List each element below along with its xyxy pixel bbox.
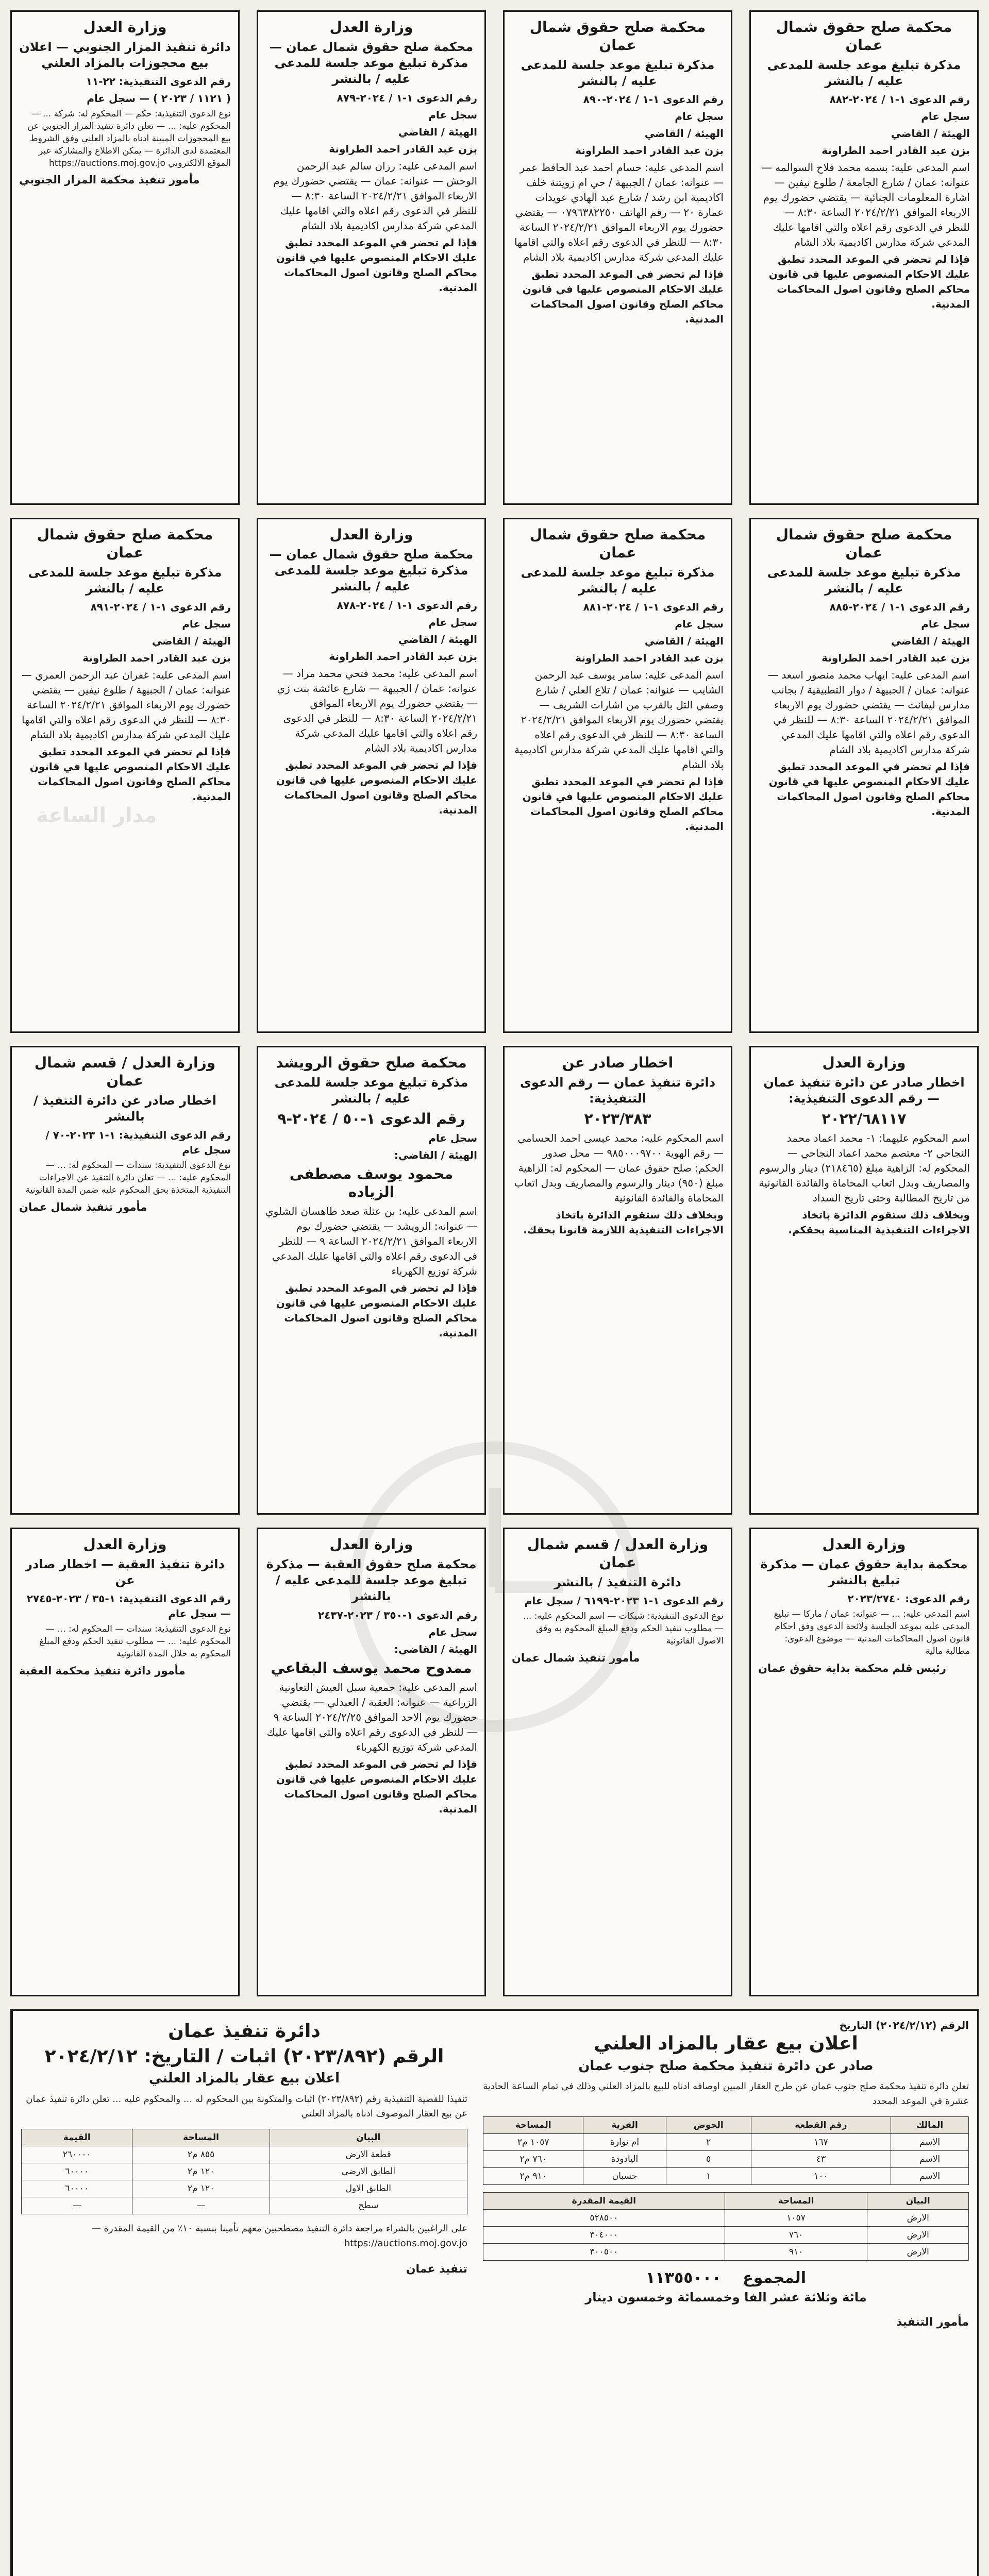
notice-header: وزارة العدل	[329, 526, 413, 543]
notice-footer: فإذا لم تحضر في الموعد المحدد تطبق عليك الاحكام المنصوص عليها في قانون محاكم الصلح وقانون اصول المحاكمات المدنية.	[276, 1282, 477, 1340]
notice-subheader: اخطار صادر عن دائرة التنفيذ / بالنشر	[33, 1093, 217, 1124]
table-cell: قطعة الارض	[270, 2146, 467, 2163]
notice-signature: مأمور تنفيذ شمال عمان	[19, 1200, 147, 1213]
case-number: رقم الدعوى ١-٥٠ / ٢٠٢٤-٩	[277, 1110, 465, 1128]
notice-card	[749, 1528, 979, 1996]
notice-footer: فإذا لم تحضر في الموعد المحدد تطبق عليك الاحكام المنصوص عليها في قانون محاكم الصلح وقانون اصول المحاكمات المدنية.	[276, 236, 477, 294]
table-row	[483, 2167, 969, 2184]
notice-card	[10, 1528, 240, 1996]
case-number: رقم الدعوى ١-١ / ٢٠٢٤-٨٧٨	[337, 599, 477, 612]
notice-subheader: مذكرة تبليغ موعد جلسة للمدعى عليه / بالنشر	[767, 565, 961, 596]
property-table	[21, 2129, 467, 2214]
table-cell: الاسم	[891, 2150, 969, 2167]
column-header: القيمة	[22, 2129, 132, 2146]
notice-body: نوع الدعوى التنفيذية: حكم — المحكوم له: شركة ... — المحكوم عليه: ... — تعلن دائرة تنفيذ المزار الجنوبي عن بيع المحجوزات المبينة ادناه بالمزاد العلني وفق الشروط المعتمدة لدى الدائرة — يمكن الاطلاع والمشاركة عبر الموقع الالكتروني https://auctions.moj.gov.jo	[27, 109, 231, 168]
case-number: ٢٠٢٢/٦٨١١٧	[822, 1110, 907, 1128]
table-cell: ٦٠٠٠٠	[22, 2163, 132, 2180]
notice-body: اسم المدعى عليه: ايهاب محمد منصور اسعد — عنوانه: عمان / الجبيهة / دوار التطبيقية / بجانب مدارس ليفانت — يقتضي حضورك يوم الاربعاء الموافق ٢٠٢٤/٢/٢١ الساعة ٨:٣٠ — للنظر في الدعوى رقم اعلاه والتي اقامها عليك المدعي شركة مدارس اكاديمية بلاد الشام	[768, 669, 970, 756]
case-number: رقم الدعوى التنفيذية: ٢٢-١١	[86, 75, 231, 88]
table-cell: اليادودة	[583, 2150, 666, 2167]
notice-signature: مأمور دائرة تنفيذ محكمة العقبة	[19, 1664, 186, 1677]
case-number: رقم الدعوى ١-١ / ٢٠٢٤-٨٧٩	[337, 91, 477, 104]
notice-card	[503, 518, 732, 1033]
notice-footer: فإذا لم تحضر في الموعد المحدد تطبق عليك الاحكام المنصوص عليها في قانون محاكم الصلح وقانون اصول المحاكمات المدنية.	[276, 1757, 477, 1815]
notice-signature: مأمور تنفيذ محكمة المزار الجنوبي	[19, 174, 200, 187]
table-cell: ٤٣	[751, 2150, 891, 2167]
total-value: ١١٣٥٥٠٠٠	[646, 2268, 722, 2287]
notice-subheader: محكمة صلح حقوق العقبة — مذكرة تبليغ موعد جلسة للمدعى عليه / بالنشر	[266, 1557, 477, 1604]
case-number: رقم الدعوى: ٢٠٢٣/٢٧٤٠	[847, 1592, 970, 1605]
notice-card	[10, 10, 240, 505]
table-cell: ٢	[666, 2133, 751, 2150]
property-table	[483, 2116, 969, 2185]
notice-card	[749, 1046, 979, 1515]
notice-body: اسم المدعى عليه: بسمه محمد فلاح السوالمه — عنوانه: عمان / شارع الجامعة / طلوع نيفين — اشارة المعلومات الجنائية — يقتضي حضورك يوم الاربعاء الموافق ٢٠٢٤/٢/٢١ الساعة ٨:٣٠ — للنظر في الدعوى رقم اعلاه والتي اقامها عليك المدعي شركة مدارس اكاديمية بلاد الشام	[761, 161, 970, 249]
notice-footer: فإذا لم تحضر في الموعد المحدد تطبق عليك الاحكام المنصوص عليها في قانون محاكم الصلح وقانون اصول المحاكمات المدنية.	[768, 760, 970, 818]
notice-footer: فإذا لم تحضر في الموعد المحدد تطبق عليك الاحكام المنصوص عليها في قانون محاكم الصلح وقانون اصول المحاكمات المدنية.	[522, 268, 724, 326]
watermark-text: مدار الساعة	[36, 804, 157, 827]
table-cell: ام نوارة	[583, 2133, 666, 2150]
notice-signature: رئيس قلم محكمة بداية حقوق عمان	[758, 1662, 946, 1674]
column-header: رقم القطعة	[751, 2116, 891, 2133]
table-row	[22, 2197, 467, 2214]
table-cell: ١٠٥٧	[725, 2209, 867, 2226]
table-cell: حسبان	[583, 2167, 666, 2184]
table-cell: ١	[666, 2167, 751, 2184]
notice-body: نوع الدعوى التنفيذية: سندات — المحكوم له: ... — المحكوم عليه: ... — مطلوب تنفيذ الحكم ودفع المبلغ المحكوم به خلال المدة القانونية	[39, 1624, 231, 1659]
notice-subheader: محكمة بداية حقوق عمان — مذكرة تبليغ بالنشر	[760, 1557, 968, 1588]
notice-header: وزارة العدل	[83, 1536, 167, 1553]
notice-signature: مأمور تنفيذ شمال عمان	[512, 1651, 640, 1664]
case-number: رقم الدعوى ١-١ / ٢٠٢٤-٨٨١	[583, 601, 724, 614]
notice-paragraph: على الراغبين بالشراء مراجعة دائرة التنفيذ مصطحبين معهم تأمينا بنسبة ١٠٪ من القيمة المقدرة — https://auctions.moj.gov.jo	[91, 2223, 467, 2249]
auction-notice-right	[475, 2011, 977, 2576]
table-cell: —	[22, 2197, 132, 2214]
notice-body: اسم المدعى عليه: رزان سالم عبد الرحمن الوحش — عنوانه: عمان — يقتضي حضورك يوم الاربعاء الموافق ٢٠٢٤/٢/٢١ الساعة ٨:٣٠ — للنظر في الدعوى رقم اعلاه والتي اقامها عليك المدعي شركة مدارس اكاديمية بلاد الشام	[273, 159, 477, 232]
notice-body: اسم المدعى عليه: سامر يوسف عبد الرحمن الشايب — عنوانه: عمان / تلاع العلي / شارع وصفي التل بالقرب من اشارات الشريف — يقتضي حضورك يوم الاربعاء الموافق ٢٠٢٤/٢/٢١ الساعة ٨:٣٠ — للنظر في الدعوى رقم اعلاه والتي اقامها عليك المدعي شركة مدارس اكاديمية بلاد الشام	[514, 669, 724, 771]
notice-card	[749, 518, 979, 1033]
judge-name: بزن عبد القادر احمد الطراونة	[822, 144, 970, 157]
table-cell: الاسم	[891, 2133, 969, 2150]
column-header: الحوض	[666, 2116, 751, 2133]
notice-signature: مأمور التنفيذ	[896, 2315, 969, 2329]
notice-subheader: مذكرة تبليغ موعد جلسة للمدعى عليه / بالنشر	[28, 565, 222, 596]
table-cell: ١٢٠ م٢	[132, 2163, 270, 2180]
table-cell: الارض	[867, 2226, 969, 2243]
case-number: رقم الدعوى ١-١ / ٢٠٢٤-٨٨٥	[829, 601, 970, 614]
notice-header: اخطار صادر عن	[562, 1054, 674, 1071]
notice-number: الرقم (٢٠٢٤/٢/١٢) التاريخ	[839, 2019, 969, 2031]
table-cell: سطح	[270, 2197, 467, 2214]
notice-title: الرقم (٢٠٢٣/٨٩٢) اثبات / التاريخ: ٢٠٢٤/٢/١٢	[44, 2045, 444, 2067]
notice-body: نوع الدعوى التنفيذية: شيكات — اسم المحكوم عليه: ... — مطلوب تنفيذ الحكم ودفع المبلغ المحكوم به وفق الاصول القانونية	[523, 1611, 724, 1646]
notice-subheader: مذكرة تبليغ موعد جلسة للمدعى عليه / بالنشر	[767, 58, 961, 89]
notice-footer: فإذا لم تحضر في الموعد المحدد تطبق عليك الاحكام المنصوص عليها في قانون محاكم الصلح وقانون اصول المحاكمات المدنية.	[768, 253, 970, 311]
notice-subheader: دائرة تنفيذ العقبة — اخطار صادر عن	[25, 1557, 225, 1588]
judge-label: الهيئة / القاضي	[644, 127, 724, 140]
table-cell: ٥	[666, 2150, 751, 2167]
table-row	[483, 2150, 969, 2167]
notice-header: وزارة العدل / قسم شمال عمان	[34, 1054, 216, 1089]
notice-body: اسم المدعى عليه: ... — عنوانه: عمان / ماركا — تبليغ المدعى عليه بموعد الجلسة ولائحة الدعوى وفق احكام قانون اصول المحاكمات المدنية — موضوع الدعوى: مطالبة مالية	[774, 1609, 970, 1656]
notice-card	[749, 10, 979, 505]
column-header: القيمة المقدرة	[483, 2192, 725, 2209]
notice-header: محكمة صلح حقوق شمال عمان	[37, 526, 213, 561]
column-header: القرية	[583, 2116, 666, 2133]
table-cell: ٩١٠	[725, 2243, 867, 2260]
table-row	[22, 2146, 467, 2163]
notice-card	[503, 1528, 732, 1996]
notice-paragraph: تنفيذا للقضية التنفيذية رقم (٢٠٢٣/٨٩٢) اثبات والمتكونة بين المحكوم له ... والمحكوم عليه ... تعلن دائرة تنفيذ عمان عن بيع العقار الموصوف ادناه بالمزاد العلني	[26, 2093, 467, 2120]
case-number: رقم الدعوى التنفيذية: ١-١ ٢٠٢٣-٧٠ / سجل عام	[45, 1129, 231, 1157]
judge-name: ممدوح محمد يوسف البقاعي	[271, 1659, 472, 1676]
judge-label: الهيئة / القاضي	[644, 635, 724, 648]
judge-name: بزن عبد القادر احمد الطراونة	[575, 144, 724, 157]
judge-label: الهيئة / القاضي:	[394, 1149, 477, 1162]
case-number: رقم الدعوى ١-١ ٢٠٢٣-٦١٩٩ / سجل عام	[524, 1595, 724, 1607]
column-header: المساحة	[132, 2129, 270, 2146]
auction-notice	[10, 2009, 979, 2576]
table-row	[22, 2180, 467, 2197]
notice-body: اسم المحكوم عليهما: ١- محمد اعماد محمد النجاحي ٢- معتصم محمد اعماد النجاحي — المحكوم له: الزاهية مبلغ (٢١٨٤٦٥) دينار والرسوم والمصاريف وبدل اتعاب المحاماة والفائدة القانونية من تاريخ المطالبة وحتى تاريخ السداد	[759, 1132, 970, 1205]
notices-row-2	[10, 518, 979, 1033]
notice-header: محكمة صلح حقوق الرويشد	[276, 1054, 467, 1071]
notices-row-1	[10, 10, 979, 505]
notice-card	[503, 1046, 732, 1515]
table-cell: ٣٠٠٥٠٠	[483, 2243, 725, 2260]
total	[483, 2269, 969, 2287]
total-in-words: مائة وثلاثة عشر الفا وخمسمائة وخمسون دينار	[585, 2290, 867, 2304]
table-cell: ٦٠٠٠٠	[22, 2180, 132, 2197]
judge-name: بزن عبد القادر احمد الطراونة	[575, 652, 724, 665]
case-number: ٢٠٢٣/٣٨٣	[584, 1110, 651, 1128]
table-cell: ٨٥٥ م٢	[132, 2146, 270, 2163]
notice-subheader: محكمة صلح حقوق شمال عمان — مذكرة تبليغ موعد جلسة للمدعى عليه / بالنشر	[269, 40, 474, 87]
notice-subheader: مذكرة تبليغ موعد جلسة للمدعى عليه / بالنشر	[521, 565, 715, 596]
judge-name: بزن عبد القادر احمد الطراونة	[82, 652, 231, 665]
notice-card	[257, 1046, 486, 1515]
judge-label: الهيئة / القاضي	[152, 635, 231, 648]
table-cell: —	[132, 2197, 270, 2214]
registry: سجل عام	[428, 1625, 477, 1638]
valuation-table	[483, 2192, 969, 2261]
table-row	[483, 2209, 969, 2226]
notice-card	[257, 518, 486, 1033]
notice-body: اسم المدعى عليه: حسام احمد عبد الحافظ عمر — عنوانه: عمان / الجبيهة / حي ام زويتنة خلف اكاديمية ابن رشد / شارع عبد الهادي عويدات عمارة ٢٠ — رقم الهاتف ٠٧٩٦٣٨٢٢٥٠ — يقتضي حضورك يوم الاربعاء الموافق ٢٠٢٤/٢/٢١ الساعة ٨:٣٠ — للنظر في الدعوى رقم اعلاه والتي اقامها عليك المدعي شركة مدارس اكاديمية بلاد الشام	[514, 161, 724, 264]
table-cell: الطابق الارضي	[270, 2163, 467, 2180]
registry: سجل عام	[675, 618, 724, 631]
notice-body: اسم المحكوم عليه: محمد عيسى احمد الحسامي — رقم الهوية ٩٨٥٠٠٠٩٧٠٠ — محل صدور الحكم: صلح حقوق عمان — المحكوم له: الزاهية مبلغ (٩٥٠) دينار والرسوم والمصاريف وبدل اتعاب المحاماة والفائدة القانونية	[514, 1132, 724, 1205]
judge-label: الهيئة / القاضي	[891, 127, 970, 140]
case-number: رقم الدعوى التنفيذية: ١-٣٥ / ٢٠٢٣-٢٧٤٥ — سجل عام	[26, 1592, 231, 1620]
table-cell: الارض	[867, 2243, 969, 2260]
table-cell: ١٠٠	[751, 2167, 891, 2184]
registry: سجل عام	[921, 618, 970, 631]
notice-body: اسم المدعى عليه: جمعية سبل العيش التعاونية الزراعية — عنوانه: العقبة / العبدلي — يقتضي حضورك يوم الاحد الموافق ٢٠٢٤/٢/٢٥ الساعة ٩ — للنظر في الدعوى رقم اعلاه والتي اقامها عليك المدعي شركة توزيع الكهرباء	[266, 1681, 477, 1753]
table-cell: ٥٢٨٥٠٠	[483, 2209, 725, 2226]
judge-name: بزن عبد القادر احمد الطراونة	[329, 142, 477, 155]
notice-subheader: مذكرة تبليغ موعد جلسة للمدعى عليه / بالنشر	[521, 58, 715, 89]
judge-name: بزن عبد القادر احمد الطراونة	[822, 652, 970, 665]
case-number: رقم الدعوى ١-١ / ٢٠٢٤-٨٨٢	[829, 93, 970, 106]
judge-name: محمود يوسف مصطفى الزياده	[289, 1165, 454, 1201]
registry: سجل عام	[182, 618, 231, 631]
notice-footer: فإذا لم تحضر في الموعد المحدد تطبق عليك الاحكام المنصوص عليها في قانون محاكم الصلح وقانون اصول المحاكمات المدنية.	[522, 775, 724, 833]
column-header: المساحة	[725, 2192, 867, 2209]
table-cell: ١٦٧	[751, 2133, 891, 2150]
notice-body: اسم المدعى عليه: غفران عبد الرحمن العمري — عنوانه: عمان / الجبيهة / طلوع نيفين — يقتضي حضورك يوم الاربعاء الموافق ٢٠٢٤/٢/٢١ الساعة ٨:٣٠ — للنظر في الدعوى رقم اعلاه والتي اقامها عليك المدعي شركة مدارس اكاديمية بلاد الشام	[21, 669, 231, 741]
notice-subtitle: اعلان بيع عقار بالمزاد العلني	[148, 2071, 340, 2087]
notice-title: اعلان بيع عقار بالمزاد العلني	[594, 2033, 858, 2054]
notice-card	[10, 518, 240, 1033]
notice-body: اسم المدعى عليه: محمد فتحي محمد مراد — عنوانه: عمان / الجبيهة — شارع عائشة بنت زي — يقتضي حضورك يوم الاربعاء الموافق ٢٠٢٤/٢/٢١ الساعة ٨:٣٠ — للنظر في الدعوى رقم اعلاه والتي اقامها عليك المدعي شركة مدارس اكاديمية بلاد الشام	[277, 667, 477, 754]
notices-row-3	[10, 1046, 979, 1515]
judge-label: الهيئة / القاضي	[398, 125, 477, 138]
notice-footer: وبخلاف ذلك ستقوم الدائرة باتخاذ الاجراءات التنفيذية المناسبة بحقكم.	[788, 1209, 970, 1236]
registry: سجل عام	[428, 1132, 477, 1145]
notice-subheader: اخطار صادر عن دائرة تنفيذ عمان — رقم الدعوى التنفيذية:	[763, 1075, 965, 1106]
table-cell: ٢٦٠٠٠٠	[22, 2146, 132, 2163]
column-header: البيان	[270, 2129, 467, 2146]
notice-subheader: مذكرة تبليغ موعد جلسة للمدعى عليه / بالنشر	[274, 1075, 468, 1106]
notice-footer: فإذا لم تحضر في الموعد المحدد تطبق عليك الاحكام المنصوص عليها في قانون محاكم الصلح وقانون اصول المحاكمات المدنية.	[276, 758, 477, 816]
notice-footer: فإذا لم تحضر في الموعد المحدد تطبق عليك الاحكام المنصوص عليها في قانون محاكم الصلح وقانون اصول المحاكمات المدنية.	[29, 745, 231, 803]
registry: سجل عام	[428, 616, 477, 629]
case-number: رقم الدعوى ١-١ / ٢٠٢٤-٨٩١	[90, 601, 231, 614]
total-label: المجموع	[743, 2268, 806, 2287]
table-cell: ٩١٠ م٢	[483, 2167, 583, 2184]
table-row	[483, 2133, 969, 2150]
notice-subheader: محكمة صلح حقوق شمال عمان — مذكرة تبليغ موعد جلسة للمدعى عليه / بالنشر	[269, 547, 474, 594]
notice-footer: وبخلاف ذلك ستقوم الدائرة باتخاذ الاجراءات التنفيذية اللازمة قانونا بحقك.	[523, 1209, 724, 1236]
column-header: البيان	[867, 2192, 969, 2209]
notice-subheader: دائرة التنفيذ / بالنشر	[554, 1575, 681, 1589]
notice-header: محكمة صلح حقوق شمال عمان	[529, 19, 706, 54]
notice-header: محكمة صلح حقوق شمال عمان	[776, 526, 952, 561]
column-header: المساحة	[483, 2116, 583, 2133]
notice-header: محكمة صلح حقوق شمال عمان	[529, 526, 706, 561]
table-row	[22, 2163, 467, 2180]
judge-name: بزن عبد القادر احمد الطراونة	[329, 650, 477, 663]
table-cell: ٧٦٠	[725, 2226, 867, 2243]
notice-header: وزارة العدل	[329, 1536, 413, 1553]
notice-card	[257, 10, 486, 505]
notice-header: محكمة صلح حقوق شمال عمان	[776, 19, 952, 54]
table-cell: الاسم	[891, 2167, 969, 2184]
notice-subheader: دائرة تنفيذ عمان — رقم الدعوى التنفيذية:	[519, 1075, 716, 1106]
table-row	[483, 2226, 969, 2243]
judge-label: الهيئة / القاضي	[891, 635, 970, 648]
notice-body: نوع الدعوى التنفيذية: سندات — المحكوم له: ... — المحكوم عليه: ... — تعلن دائرة التنفيذ عن الاجراءات التنفيذية المتخذة بحق المحكوم عليه ضمن المدة القانونية	[25, 1160, 231, 1195]
notice-signature: تنفيذ عمان	[406, 2262, 467, 2276]
case-number: رقم الدعوى ١-٣٥٠ / ٢٠٢٣-٢٤٣٧	[317, 1608, 477, 1621]
table-cell: ١٢٠ م٢	[132, 2180, 270, 2197]
notice-subtitle: صادر عن دائرة تنفيذ محكمة صلح جنوب عمان	[578, 2058, 874, 2074]
judge-label: الهيئة / القاضي:	[394, 1642, 477, 1655]
table-cell: الطابق الاول	[270, 2180, 467, 2197]
notice-header: وزارة العدل	[822, 1054, 906, 1071]
table-cell: ٧٦٠ م٢	[483, 2150, 583, 2167]
notice-card	[257, 1528, 486, 1996]
notice-body: اسم المدعى عليه: بن عثلة صعد طاهسان الشلوي — عنوانه: الرويشد — يقتضي حضورك يوم الاربعاء الموافق ٢٠٢٤/٢/٢١ الساعة ٩ — للنظر في الدعوى رقم اعلاه والتي اقامها عليك المدعي شركة توزيع الكهرباء	[265, 1205, 477, 1278]
notice-header: وزارة العدل	[329, 19, 413, 36]
column-header: المالك	[891, 2116, 969, 2133]
notices-row-4	[10, 1528, 979, 1996]
table-cell: الارض	[867, 2209, 969, 2226]
notice-subheader: دائرة تنفيذ المزار الجنوبي — اعلان بيع محجوزات بالمزاد العلني	[19, 40, 231, 71]
notice-card	[10, 1046, 240, 1515]
auction-notice-left	[12, 2011, 476, 2576]
table-cell: ١٠٥٧ م٢	[483, 2133, 583, 2150]
notice-header: وزارة العدل	[822, 1536, 906, 1553]
notice-paragraph: تعلن دائرة تنفيذ محكمة صلح جنوب عمان عن طرح العقار المبين اوصافه ادناه للبيع بالمزاد العلني وذلك في تمام الساعة الحادية عشرة في الموعد المحدد	[483, 2080, 969, 2107]
notice-header: وزارة العدل / قسم شمال عمان	[527, 1536, 709, 1571]
registry: ( ١١٢١ / ٢٠٢٣ ) — سجل عام	[87, 92, 231, 105]
registry: سجل عام	[428, 108, 477, 121]
registry: سجل عام	[921, 110, 970, 123]
notice-header: وزارة العدل	[83, 19, 167, 36]
case-number: رقم الدعوى ١-١ / ٢٠٢٤-٨٩٠	[583, 93, 724, 106]
notice-card	[503, 10, 732, 505]
table-row	[483, 2243, 969, 2260]
registry: سجل عام	[675, 110, 724, 123]
notice-header: دائرة تنفيذ عمان	[168, 2021, 321, 2042]
judge-label: الهيئة / القاضي	[398, 633, 477, 646]
table-cell: ٣٠٤٠٠٠	[483, 2226, 725, 2243]
